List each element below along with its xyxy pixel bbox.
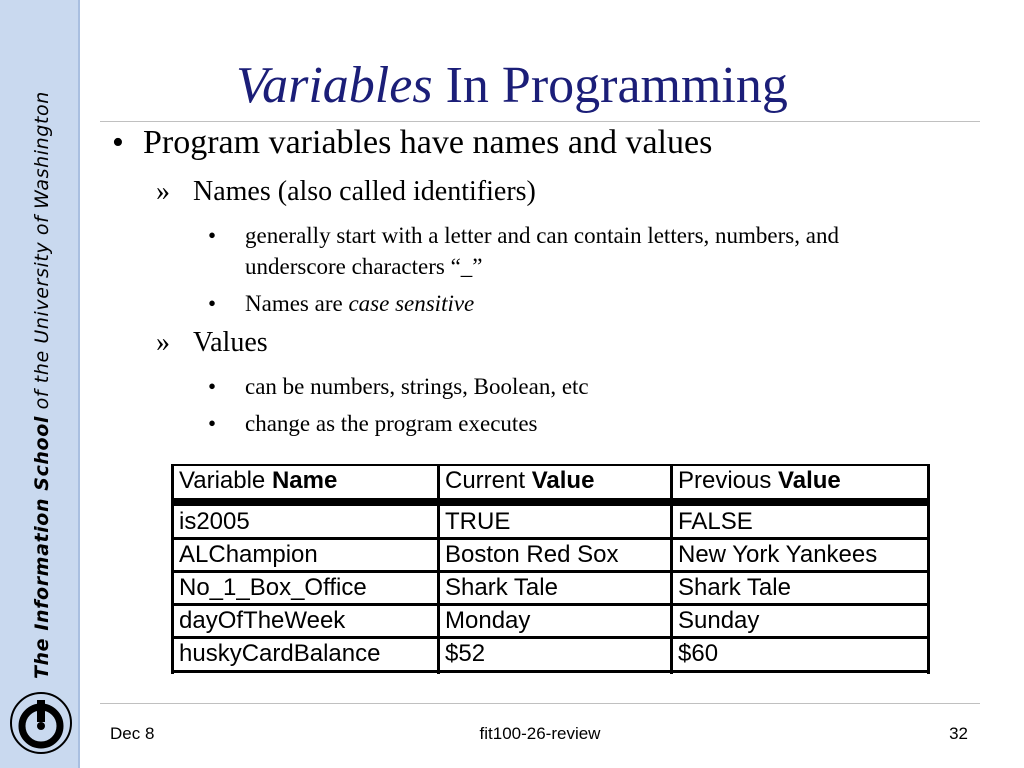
table-cell: New York Yankees xyxy=(678,541,878,568)
table-border xyxy=(437,506,440,674)
sidebar-brand-text xyxy=(31,91,53,679)
footer-divider xyxy=(100,703,980,704)
table-border xyxy=(670,464,673,502)
table-cell: $52 xyxy=(445,640,486,667)
bullet-icon: • xyxy=(112,124,124,161)
title-rest: In Programming xyxy=(432,57,788,114)
table-cell: $60 xyxy=(678,640,719,667)
bullet-text: Program variables have names and values xyxy=(143,124,713,161)
bullet-icon: • xyxy=(208,411,217,436)
subbullet-icon: » xyxy=(156,327,170,358)
title-italic: Variables xyxy=(236,57,433,114)
header-plain: Previous xyxy=(678,467,779,494)
table-cell: Boston Red Sox xyxy=(445,541,619,568)
bullet-icon: • xyxy=(208,291,217,316)
header-bold: Name xyxy=(271,467,338,494)
header-plain: Variable xyxy=(179,467,272,494)
bullet-text: can be numbers, strings, Boolean, etc xyxy=(245,374,589,399)
bullet-text: Names (also called identifiers) xyxy=(193,176,536,207)
subbullet-icon: » xyxy=(156,176,170,207)
variables-table xyxy=(171,464,930,674)
table-border xyxy=(171,464,174,502)
brand-bold: The Information School xyxy=(31,416,53,679)
table-border xyxy=(171,506,174,674)
table-cell: huskyCardBalance xyxy=(179,640,381,667)
table-border xyxy=(927,464,930,502)
bullet-text-emphasis: case sensitive xyxy=(348,291,475,316)
ischool-logo-icon xyxy=(8,690,74,756)
sidebar-divider xyxy=(78,0,80,768)
bullet-text: generally start with a letter and can contain letters, numbers, and underscore characters “_” xyxy=(245,223,839,279)
page-title xyxy=(80,56,944,115)
table-border xyxy=(171,670,930,673)
table-cell: Shark Tale xyxy=(678,574,791,601)
bullet-text xyxy=(245,288,945,319)
table-cell: Monday xyxy=(445,607,531,634)
table-border xyxy=(670,506,673,674)
table-header-name xyxy=(179,465,337,497)
table-border xyxy=(437,464,440,502)
footer-title: fit100-26-review xyxy=(479,724,601,743)
table-border xyxy=(927,506,930,674)
title-divider xyxy=(100,121,980,122)
brand-rest: of the University of Washington xyxy=(31,91,53,417)
page-number: 32 xyxy=(949,724,968,743)
bullet-text-plain: Names are xyxy=(245,291,349,316)
bullet-icon: • xyxy=(208,223,217,248)
table-cell: dayOfTheWeek xyxy=(179,607,346,634)
bullet-text: Values xyxy=(193,327,268,358)
table-header-current xyxy=(445,465,594,497)
table-cell: is2005 xyxy=(179,508,250,535)
table-cell: No_1_Box_Office xyxy=(179,574,367,601)
table-cell: Sunday xyxy=(678,607,760,634)
table-cell: TRUE xyxy=(445,508,511,535)
bullet-icon: • xyxy=(208,374,217,399)
table-cell: ALChampion xyxy=(179,541,318,568)
bullet-text: change as the program executes xyxy=(245,411,538,436)
table-cell: FALSE xyxy=(678,508,753,535)
header-plain: Current xyxy=(445,467,532,494)
table-cell: Shark Tale xyxy=(445,574,558,601)
header-bold: Value xyxy=(531,467,595,494)
table-header-rule xyxy=(171,498,930,506)
header-bold: Value xyxy=(778,467,841,494)
table-header-previous xyxy=(678,465,841,497)
footer-date: Dec 8 xyxy=(110,724,155,743)
